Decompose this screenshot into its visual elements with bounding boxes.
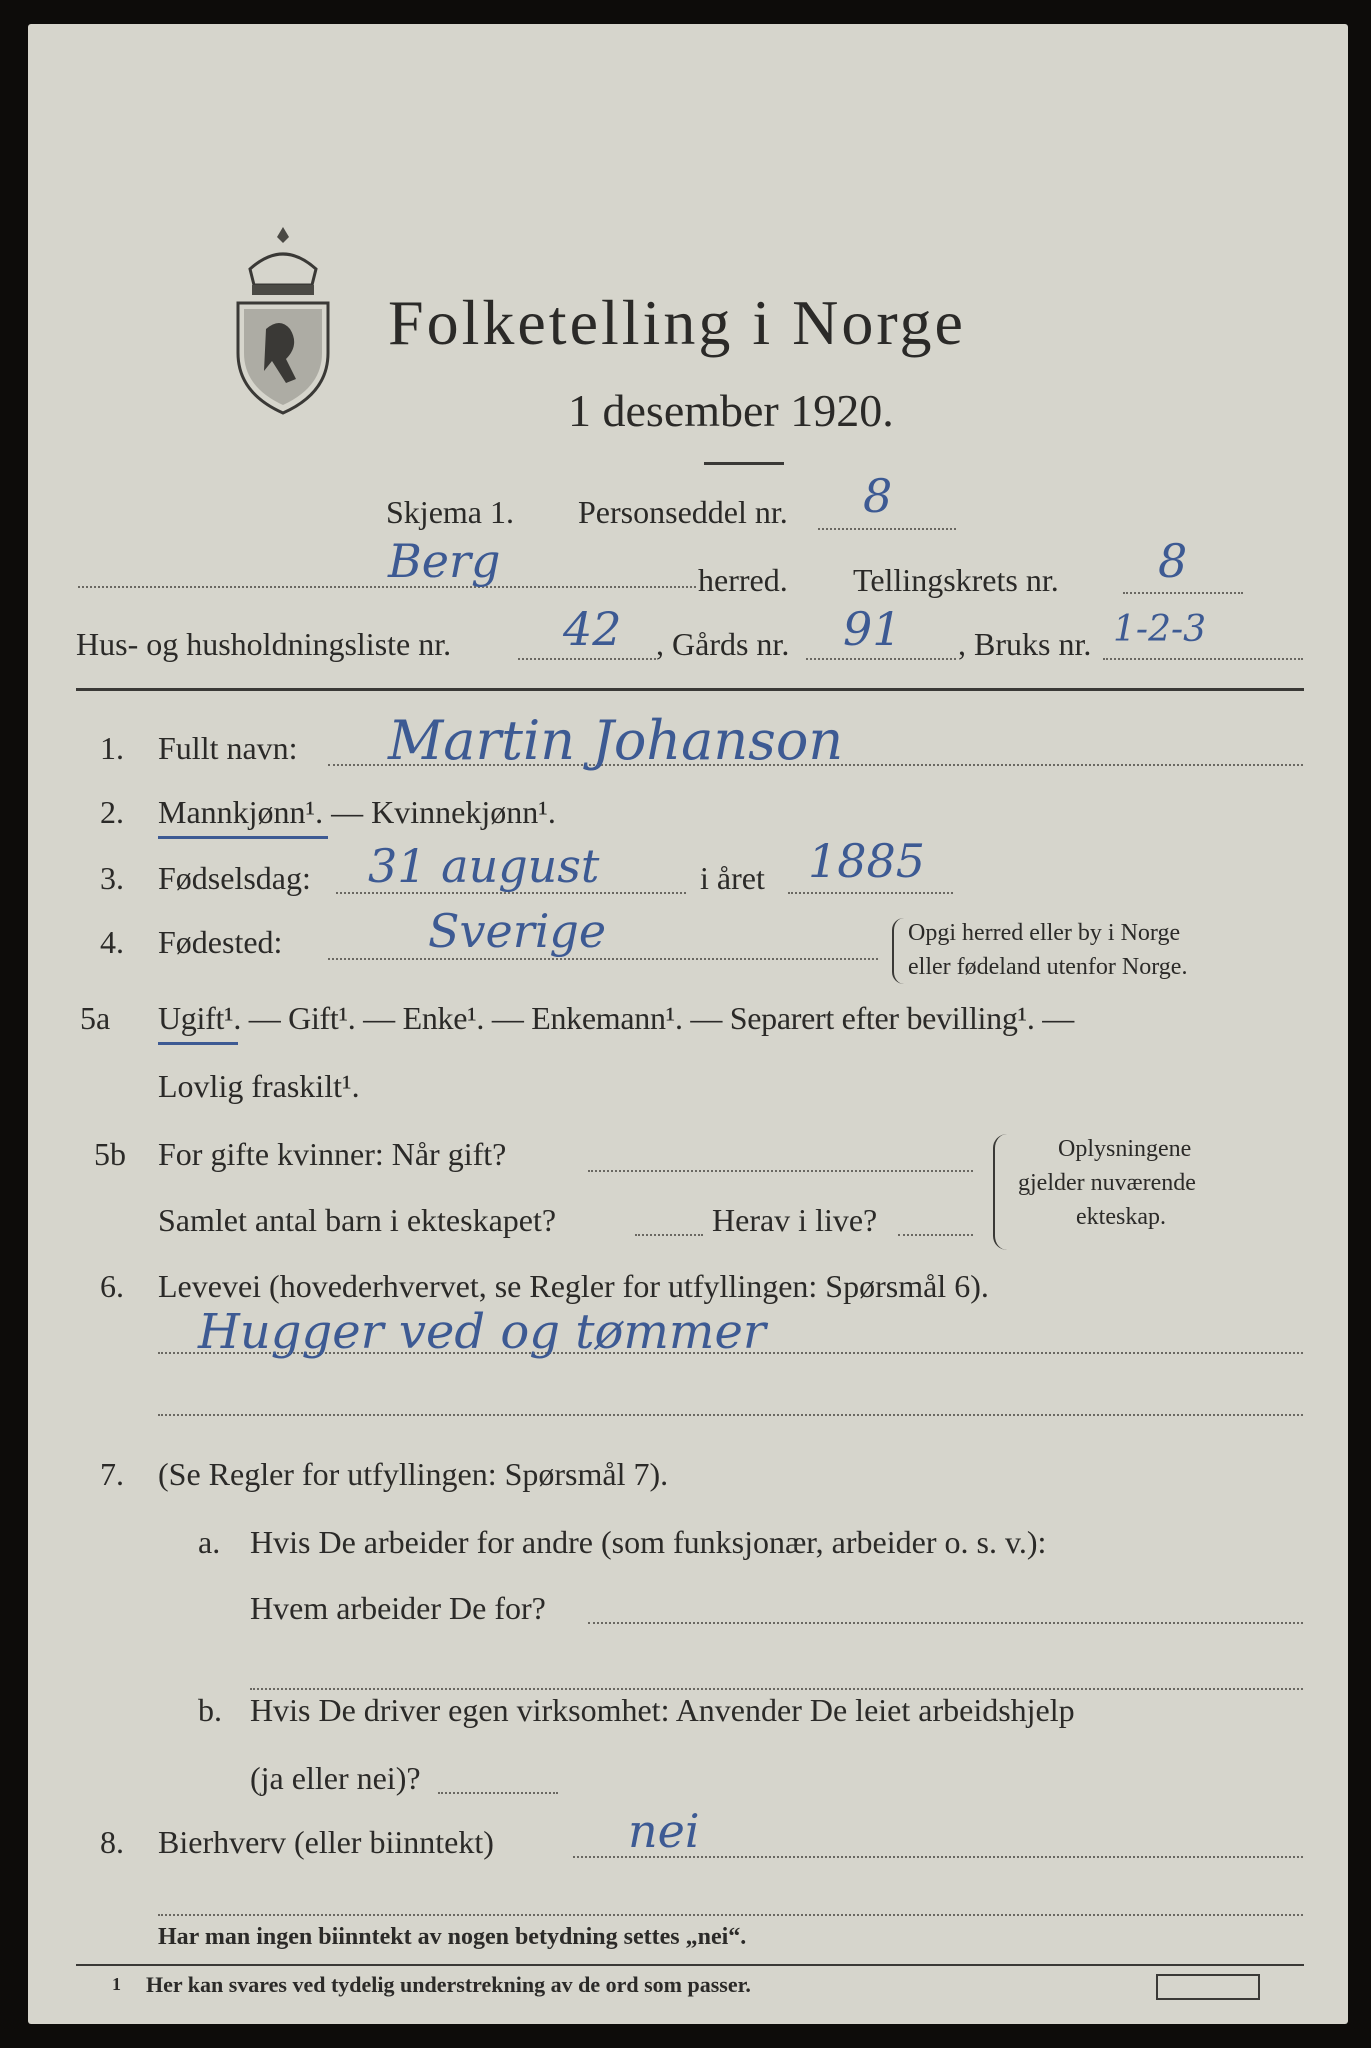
children-count-field[interactable] (635, 1234, 703, 1236)
birthplace-value: Sverige (428, 904, 607, 958)
side-income-field-2[interactable] (158, 1914, 1303, 1916)
herred-value: Berg (388, 534, 501, 588)
hired-help-field[interactable] (438, 1792, 558, 1794)
married-when-field[interactable] (588, 1170, 973, 1172)
footnote-mark: 1 (112, 1974, 121, 1994)
q1-number: 1. (100, 730, 124, 766)
hired-help-label: (ja eller nei)? (250, 1760, 421, 1796)
form-title: Folketelling i Norge (388, 287, 966, 358)
employer-field-2[interactable] (250, 1688, 1303, 1690)
q5a-number: 5a (80, 1000, 111, 1036)
side-income-value: nei (628, 1804, 700, 1858)
birthplace-field[interactable] (328, 958, 878, 960)
q8-number: 8. (100, 1824, 124, 1860)
personseddel-value: 8 (863, 469, 893, 523)
q6-number: 6. (100, 1268, 124, 1304)
occupation-value: Hugger ved og tømmer (198, 1304, 766, 1360)
q3-label: Fødselsdag: (158, 860, 311, 896)
employer-field[interactable] (588, 1622, 1303, 1624)
children-count-label: Samlet antal barn i ekteskapet? (158, 1202, 557, 1238)
marriage-note-2: gjelder nuværende (1018, 1170, 1196, 1196)
bruks-field[interactable] (1103, 658, 1303, 660)
birthplace-note-1: Opgi herred eller by i Norge (908, 920, 1181, 946)
q7b-number: b. (198, 1692, 222, 1728)
q2-number: 2. (100, 794, 124, 830)
children-alive-label: Herav i live? (712, 1202, 878, 1238)
schema-label: Skjema 1. (386, 494, 514, 530)
children-alive-field[interactable] (898, 1234, 973, 1236)
herred-field[interactable] (78, 586, 696, 588)
form-date: 1 desember 1920. (568, 385, 894, 436)
q1-label: Fullt navn: (158, 730, 298, 766)
bruks-value: 1-2-3 (1113, 609, 1207, 650)
marital-options: Ugift¹. — Gift¹. — Enke¹. — Enkemann¹. — Separert efter bevilling¹. — (158, 1000, 1074, 1036)
gender-underline (158, 836, 328, 839)
marriage-brace (993, 1134, 1007, 1250)
q7-label: (Se Regler for utfyllingen: Spørsmål 7). (158, 1456, 669, 1492)
marital-underline (158, 1042, 238, 1045)
full-name-value: Martin Johanson (388, 709, 844, 772)
marital-options-2: Lovlig fraskilt¹. (158, 1068, 360, 1104)
side-income-label: Bierhverv (eller biinntekt) (158, 1824, 494, 1860)
q4-label: Fødested: (158, 924, 283, 960)
year-label: i året (700, 860, 765, 896)
birthplace-brace (892, 918, 904, 984)
occupation-field-2[interactable] (158, 1414, 1303, 1416)
birthday-value: 31 august (368, 839, 600, 893)
footnote-text: Her kan svares ved tydelig understrekning av de ord som passer. (146, 1972, 751, 1997)
bruks-label: , Bruks nr. (958, 626, 1092, 662)
q3-number: 3. (100, 860, 124, 896)
gender-options: Mannkjønn¹. — Kvinnekjønn¹. (158, 794, 556, 830)
gards-value: 91 (843, 602, 902, 656)
q7a-question: Hvis De arbeider for andre (som funksjonær, arbeider o. s. v.): (250, 1524, 1047, 1560)
occupation-label: Levevei (hovederhvervet, se Regler for utfyllingen: Spørsmål 6). (158, 1268, 989, 1304)
birthplace-note-2: eller fødeland utenfor Norge. (908, 954, 1188, 980)
tellingskrets-label: Tellingskrets nr. (853, 562, 1059, 598)
title-divider (704, 462, 784, 465)
married-when-label: For gifte kvinner: Når gift? (158, 1136, 507, 1172)
q5b-number: 5b (94, 1136, 126, 1172)
hus-label: Hus- og husholdningsliste nr. (76, 626, 452, 662)
personseddel-label: Personseddel nr. (578, 494, 788, 530)
census-form (28, 24, 1348, 2024)
gards-label: , Gårds nr. (656, 626, 790, 662)
q7a-number: a. (198, 1524, 221, 1560)
tellingskrets-value: 8 (1158, 534, 1188, 588)
hus-value: 42 (563, 602, 622, 656)
birth-year-field[interactable] (788, 892, 953, 894)
side-income-note: Har man ingen biinntekt av nogen betydning settes „nei“. (158, 1924, 747, 1950)
tellingskrets-field[interactable] (1123, 592, 1243, 594)
herred-label: herred. (698, 562, 788, 598)
header-rule (76, 688, 1304, 691)
printer-stamp (1156, 1974, 1260, 2000)
q7b-question: Hvis De driver egen virksomhet: Anvender De leiet arbeidshjelp (250, 1692, 1075, 1728)
marriage-note-3: ekteskap. (1076, 1204, 1166, 1230)
footer-rule (76, 1964, 1304, 1966)
coat-of-arms-icon (228, 219, 338, 419)
marriage-note-1: Oplysningene (1058, 1136, 1192, 1162)
q7-number: 7. (100, 1456, 124, 1492)
employer-label: Hvem arbeider De for? (250, 1590, 546, 1626)
birth-year-value: 1885 (808, 834, 926, 888)
gards-field[interactable] (806, 658, 956, 660)
hus-field[interactable] (518, 658, 656, 660)
q4-number: 4. (100, 924, 124, 960)
personseddel-field[interactable] (818, 528, 956, 530)
